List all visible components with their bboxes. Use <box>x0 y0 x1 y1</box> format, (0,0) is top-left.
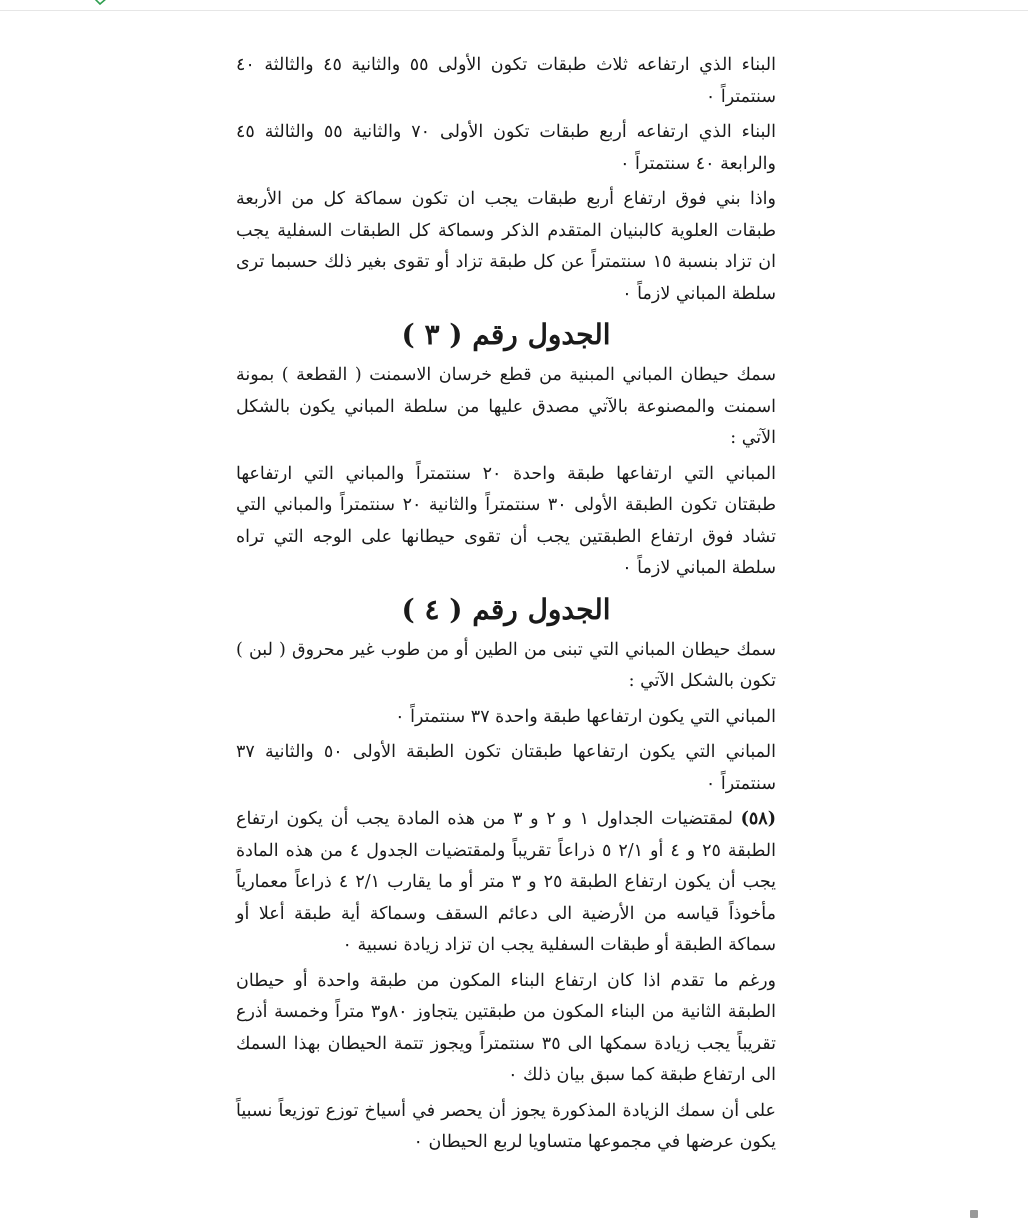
article-58-paragraph-rods: على أن سمك الزيادة المذكورة يجوز أن يحصر في أسياخ توزع توزيعاً نسبياً يكون عرضها في مجموعها متساويا لربع الحيطان ٠ <box>236 1100 776 1152</box>
top-edge-rule <box>0 0 1028 11</box>
table4-intro: سمك حيطان المباني التي تبنى من الطين أو من طوب غير محروق ( لبن ) تكون بالشكل الآتي : <box>236 639 776 691</box>
article-58-text: لمقتضيات الجداول ١ و ٢ و ٣ من هذه المادة يجب أن يكون ارتفاع الطبقة ٢٥ و ٤ أو ٢/١ ٥ ذراعاً تقريباً ولمقتضيات الجدول ٤ من هذه المادة يجب أن يكون ارتفاع الطبقة ٢٥ و ٣ متر أو ما يقارب ٢/١ ٤ ذراعاً معمارياً مأخوذاً قياسه من الأرضية الى دعائم السقف وسماكة أية طبقة أعلا أو سماكة الطبقة أو طبقات السفلية يجب ان تزاد زيادة نسبية ٠ <box>236 809 776 955</box>
paragraph-above-four-floors: واذا بني فوق ارتفاع أربع طبقات يجب ان تكون سماكة كل من الأربعة طبقات العلوية كالبنيان المتقدم الذكر وسماكة كل الطبقات السفلية يجب ان تزاد بنسبة ١٥ سنتمتراً عن كل طبقة تزاد أو تقوى بغير ذلك حسبما ترى سلطة المباني لازماً ٠ <box>236 189 776 304</box>
table4-two-floors: المباني التي يكون ارتفاعها طبقتان تكون الطبقة الأولى ٥٠ والثانية ٣٧ سنتمتراً ٠ <box>236 742 776 794</box>
article-number: (٥٨) <box>740 809 776 829</box>
corner-tick-mark <box>94 0 108 6</box>
scan-mark <box>970 1210 978 1218</box>
document-page <box>236 50 776 1159</box>
table3-body: المباني التي ارتفاعها طبقة واحدة ٢٠ سنتمتراً والمباني التي ارتفاعها طبقتان تكون الطبقة الأولى ٣٠ سنتمتراً والثانية ٢٠ سنتمتراً والمباني التي تشاد فوق ارتفاع الطبقتين يجب أن تقوى حيطانها على الوجه التي تراه سلطة المباني لازماً ٠ <box>236 463 776 578</box>
article-58-paragraph-height: ورغم ما تقدم اذا كان ارتفاع البناء المكون من طبقة واحدة أو حيطان الطبقة الثانية من البناء المكون من طبقتين يتجاوز ٨٠و٣ متراً وخمسة أذرع تقريباً يجب زيادة سمكها الى ٣٥ سنتمتراً ويجوز تتمة الحيطان بهذا السمك الى ارتفاع طبقة كما سبق بيان ذلك ٠ <box>236 970 776 1085</box>
table3-heading: الجدول رقم ( ٣ ) <box>401 318 611 351</box>
paragraph-three-floors: البناء الذي ارتفاعه ثلاث طبقات تكون الأولى ٥٥ والثانية ٤٥ والثالثة ٤٠ سنتمتراً ٠ <box>236 55 776 107</box>
table3-intro: سمك حيطان المباني المبنية من قطع خرسان الاسمنت ( القطعة ) بمونة اسمنت والمصنوعة بالآتي مصدق عليها من سلطة المباني يكون بالشكل الآتي : <box>236 365 776 448</box>
table4-heading: الجدول رقم ( ٤ ) <box>401 592 611 626</box>
article-58 <box>236 804 776 962</box>
paragraph-four-floors: البناء الذي ارتفاعه أربع طبقات تكون الأولى ٧٠ والثانية ٥٥ والثالثة ٤٥ والرابعة ٤٠ سنتمتراً ٠ <box>236 122 776 174</box>
table4-one-floor: المباني التي يكون ارتفاعها طبقة واحدة ٣٧ سنتمتراً ٠ <box>395 706 776 727</box>
